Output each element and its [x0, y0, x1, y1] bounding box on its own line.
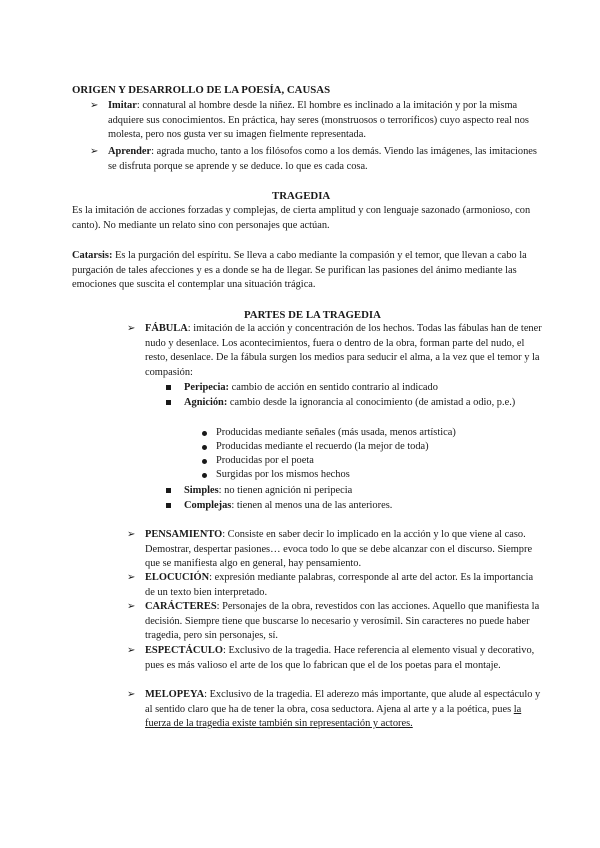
part-term: ELOCUCIÓN	[145, 572, 210, 583]
part-text: : Exclusivo de la tragedia. Hace referencia al elemento visual y decorativo, pues es más valioso el arte de los que lo fabrican que el de los poetas para el montaje.	[145, 645, 535, 671]
part-term: PENSAMIENTO	[145, 529, 223, 540]
agnicion-type	[202, 468, 536, 483]
part-text: : Personajes de la obra, revestidos con las acciones. Aquello que manifiesta la decisión. Siempre tiene que buscarse lo necesario y verosímil. Sin caracteres no puede haber tragedia, pero sin personajes, sí.	[145, 601, 540, 642]
arrow-bullet-icon: ➢	[127, 572, 136, 583]
agnicion-type	[202, 440, 536, 455]
cause-item-aprender	[90, 145, 548, 174]
dot-bullet-icon	[202, 459, 207, 464]
subtype-complejas	[166, 499, 544, 514]
part-item-pensamiento	[127, 528, 545, 572]
part-item-elocucion	[127, 571, 545, 600]
agnicion-type-label: Producidas por el poeta	[216, 455, 314, 466]
section-title-tragedia: TRAGEDIA	[272, 190, 331, 202]
subtype-simples	[166, 484, 544, 499]
arrow-bullet-icon: ➢	[127, 323, 136, 334]
subtype-term: Peripecia:	[184, 382, 230, 393]
arrow-bullet-icon: ➢	[127, 645, 136, 656]
arrow-bullet-icon: ➢	[90, 100, 99, 111]
part-text: : expresión mediante palabras, corresponde al arte del actor. Es la importancia de un texto bien interpretado.	[145, 572, 534, 598]
subtype-term: Agnición:	[184, 397, 228, 408]
square-bullet-icon	[166, 488, 171, 493]
part-item-fabula	[127, 322, 545, 380]
agnicion-type-label: Producidas mediante señales (más usada, menos artística)	[216, 427, 456, 438]
part-item-melopeya	[127, 688, 545, 732]
part-text: : imitación de la acción y concentración de los hechos. Todas las fábulas han de tener nudo y desenlace. Los acontecimientos, fuera o dentro de la obra, forman parte del nudo, el resto, desenlace. De la fábula surgen los medios para seducir el alma, a la vez que el temor y la compasión:	[145, 323, 542, 378]
dot-bullet-icon	[202, 445, 207, 450]
catarsis-text: Es la purgación del espíritu. Se lleva a cabo mediante la compasión y el temor, que llevan a cabo la purgación de tales afecciones y es a donde se ha de llegar. Se purifican las pasiones del ánimo mediante las emociones que suscita el contemplar una situación trágica.	[72, 250, 527, 291]
part-item-espectaculo	[127, 644, 545, 673]
catarsis-paragraph	[72, 249, 532, 293]
arrow-bullet-icon: ➢	[90, 146, 99, 157]
dot-bullet-icon	[202, 473, 207, 478]
agnicion-type	[202, 454, 536, 469]
arrow-bullet-icon: ➢	[127, 529, 136, 540]
underlined-phrase: la fuerza de la tragedia existe también sin representación y actores.	[145, 703, 522, 730]
subtype-agnicion	[166, 396, 544, 411]
cause-text: : agrada mucho, tanto a los filósofos como a los demás. Viendo las imágenes, las imitaciones se disfruta porque se aprende y se deduce. lo que es cada cosa.	[108, 146, 537, 172]
part-term: MELOPEYA	[145, 689, 205, 700]
part-term: ESPECTÁCULO	[145, 645, 223, 656]
part-text: : Consiste en saber decir lo implicado en la acción y lo que viene al caso. Demostrar, despertar pasiones… evoca todo lo que se debe alcanzar con el discurso. Siempre que se manifiesta algo en general, hay pensamiento.	[145, 529, 533, 570]
part-term: FÁBULA	[145, 323, 188, 334]
subtype-term: Simples	[184, 485, 219, 496]
arrow-bullet-icon: ➢	[127, 601, 136, 612]
subtype-text: : no tienen agnición ni peripecia	[218, 485, 353, 496]
cause-term: Imitar	[108, 100, 137, 111]
subtype-text: : tienen al menos una de las anteriores.	[231, 500, 393, 511]
square-bullet-icon	[166, 385, 171, 390]
tragedy-definition: Es la imitación de acciones forzadas y complejas, de cierta amplitud y con lenguaje sazonado (armonioso, con canto). No mediante un relato sino con personajes que actúan.	[72, 205, 531, 231]
part-text: : Exclusivo de la tragedia. El aderezo más importante, que alude al espectáculo y al sentido claro que ha de tener la obra, cosa seductora. Ajena al arte y a la poética, pues	[145, 689, 541, 715]
catarsis-term: Catarsis:	[72, 250, 113, 261]
part-item-caracteres	[127, 600, 545, 644]
section-title-origen: ORIGEN Y DESARROLLO DE LA POESÍA, CAUSAS	[72, 84, 331, 96]
subtype-term: Complejas	[184, 500, 232, 511]
subtype-peripecia	[166, 381, 544, 396]
agnicion-type-label: Producidas mediante el recuerdo (la mejor de toda)	[216, 441, 429, 452]
cause-text: : connatural al hombre desde la niñez. El hombre es inclinado a la imitación y por la misma adquiere sus conocimientos. En práctica, hay seres (monstruosos o terroríficos) cuyo aspecto real nos molesta, pero nos gusta ver su imagen fielmente representada.	[108, 100, 529, 141]
section-title-partes: PARTES DE LA TRAGEDIA	[244, 309, 381, 321]
dot-bullet-icon	[202, 431, 207, 436]
subtype-text: cambio de acción en sentido contrario al indicado	[229, 382, 438, 393]
square-bullet-icon	[166, 400, 171, 405]
square-bullet-icon	[166, 503, 171, 508]
arrow-bullet-icon: ➢	[127, 689, 136, 700]
cause-term: Aprender	[108, 146, 152, 157]
part-term: CARÁCTERES	[145, 601, 217, 612]
subtype-text: cambio desde la ignorancia al conocimiento (de amistad a odio, p.e.)	[227, 397, 516, 408]
agnicion-type	[202, 426, 536, 441]
agnicion-type-label: Surgidas por los mismos hechos	[216, 469, 350, 480]
cause-item-imitar	[90, 99, 548, 143]
